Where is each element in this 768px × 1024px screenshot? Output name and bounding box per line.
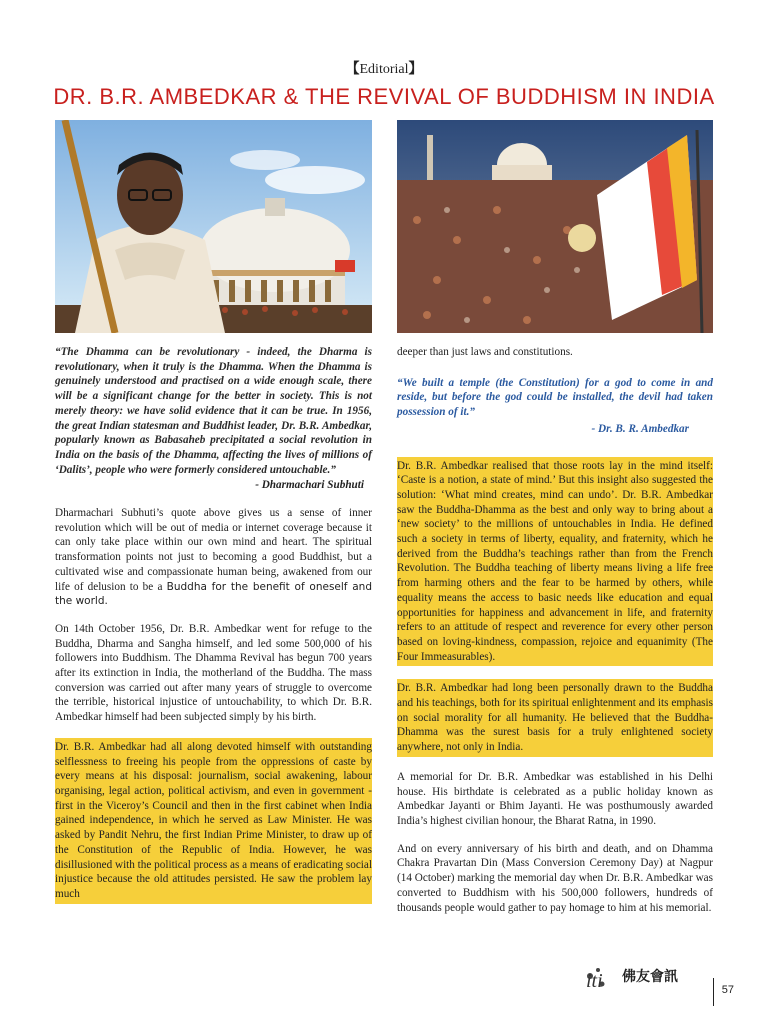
right-column	[397, 345, 713, 928]
ambedkar-quote: “We built a temple (the Constitution) for a god to come in and reside, but before the god could be installed, the devil had taken possession of it.”	[397, 376, 713, 419]
kicker-label: Editorial	[359, 62, 409, 77]
logo-mark: iti	[586, 970, 603, 992]
highlighted-paragraph: Dr. B.R. Ambedkar had all along devoted himself with outstanding selflessness to freeing his people from the oppressions of caste by every means at his disposal: journalism, social awakening, labour organising, legal action, political activism, and even in government - first in the Viceroy’s Council and then in the first cabinet when India gained independence, in which he served as Law Minister. He was asked by Pandit Nehru, the first Indian Prime Minister, to draw up of the Constitution of the Republic of India. However, he was disillusioned with the political process as a means of eradicating social injustice because the old attitudes persisted. He saw the problem lay much	[55, 738, 372, 904]
ambedkar-portrait-photo	[55, 120, 372, 333]
publication-logo	[576, 956, 696, 1004]
kicker: 【Editorial】	[345, 62, 423, 77]
page-number: 57	[721, 984, 734, 996]
paragraph: A memorial for Dr. B.R. Ambedkar was established in his Delhi house. His birthdate is celebrated as a public holiday known as Ambedkar Jayanti or Bhim Jayanti. He was posthumously awarded India’s highest civilian honour, the Bharat Ratna, in 1990.	[397, 770, 713, 827]
article-title: DR. B.R. AMBEDKAR & THE REVIVAL OF BUDDHISM IN INDIA	[53, 84, 715, 109]
opening-quote: “The Dhamma can be revolutionary - indeed, the Dharma is revolutionary, when it truly is the Dhamma. When the Dhamma is genuinely understood and practised on a wide enough scale, there will be a significant change for the better in society. This is not merely theory: we have solid evidence that it can be true. In 1956, the great Indian statesman and Buddhist leader, Dr. B.R. Ambedkar, popularly known as Babasaheb precipitated a social revolution in India on the basis of the Dhamma, affecting the lives of millions of ‘Dalits’, people who were formerly considered untouchable.”	[55, 346, 372, 476]
quote-attribution: - Dharmachari Subhuti	[255, 479, 364, 492]
logo-text: 佛友會訊	[622, 969, 678, 985]
page-divider	[713, 978, 714, 1006]
paragraph: On 14th October 1956, Dr. B.R. Ambedkar went for refuge to the Buddha, Dharma and Sangha himself, and led some 500,000 of his followers into Buddhism. The Dhamma Revival has begun 700 years after its extinction in India, the motherland of the Buddha. The mass conversion was carried out after many years of struggle to overcome the terrible, historical injustice of untouchability, to which Dr. B.R. Ambedkar himself had been subjected simply by his birth.	[55, 622, 372, 724]
paragraph: Dharmachari Subhuti’s quote above gives us a sense of inner revolution which will be out of media or internet coverage because it can only take place within our own mind and heart. The spiritual transformation points not just to becoming a good Buddhist, but a cultivated wise and compassionate human being, awakened from our life of delusion to be a Buddha for the benefit of oneself and the world.	[55, 507, 372, 608]
paragraph: And on every anniversary of his birth and death, and on Dhamma Chakra Pravartan Din (Mass Conversion Ceremony Day) at Nagpur (14 October) marking the memorial day when Dr. B.R. Ambedkar was converted to Buddhism with his 500,000 followers, hundreds of thousands people would gather to pay homage to him at his memorial.	[397, 842, 713, 914]
paragraph: deeper than just laws and constitutions.	[397, 346, 573, 358]
left-column	[55, 345, 372, 917]
crowd-stupa-photo	[397, 120, 713, 333]
highlighted-paragraph: Dr. B.R. Ambedkar realised that those roots lay in the mind itself: ‘Caste is a notion, a state of mind.’ But this insight also suggested the solution: ‘What mind creates, mind can undo’. Dr. B.R. Ambedkar saw the Buddha-Dhamma as the best and only way to bring about a ‘new society’ to the millions of untouchables in India. He defined such a society in terms of liberty, equality, and fraternity, which he derived from the Buddha’s teachings rather than from the French Revolution. The Buddha teaching of liberty means living a life free from harming others and the fear to be harmed by others, while equality means the access to basic needs like education and equal opportunities for happiness and advancement in life, and fraternity refers to an attitude of respect and reverence for every other person based on loving-kindness, compassion, rejoice and equanimity (The Four Immeasurables).	[397, 457, 713, 667]
ambedkar-quote-attribution: - Dr. B. R. Ambedkar	[591, 422, 689, 435]
highlighted-paragraph: Dr. B.R. Ambedkar had long been personally drawn to the Buddha and his teachings, both for its spiritual enlightenment and its emphasis on social morality for all humanity. He believed that the Buddha-Dhamma was the surest basis for a truly enlightened society anywhere, not only in India.	[397, 679, 713, 757]
